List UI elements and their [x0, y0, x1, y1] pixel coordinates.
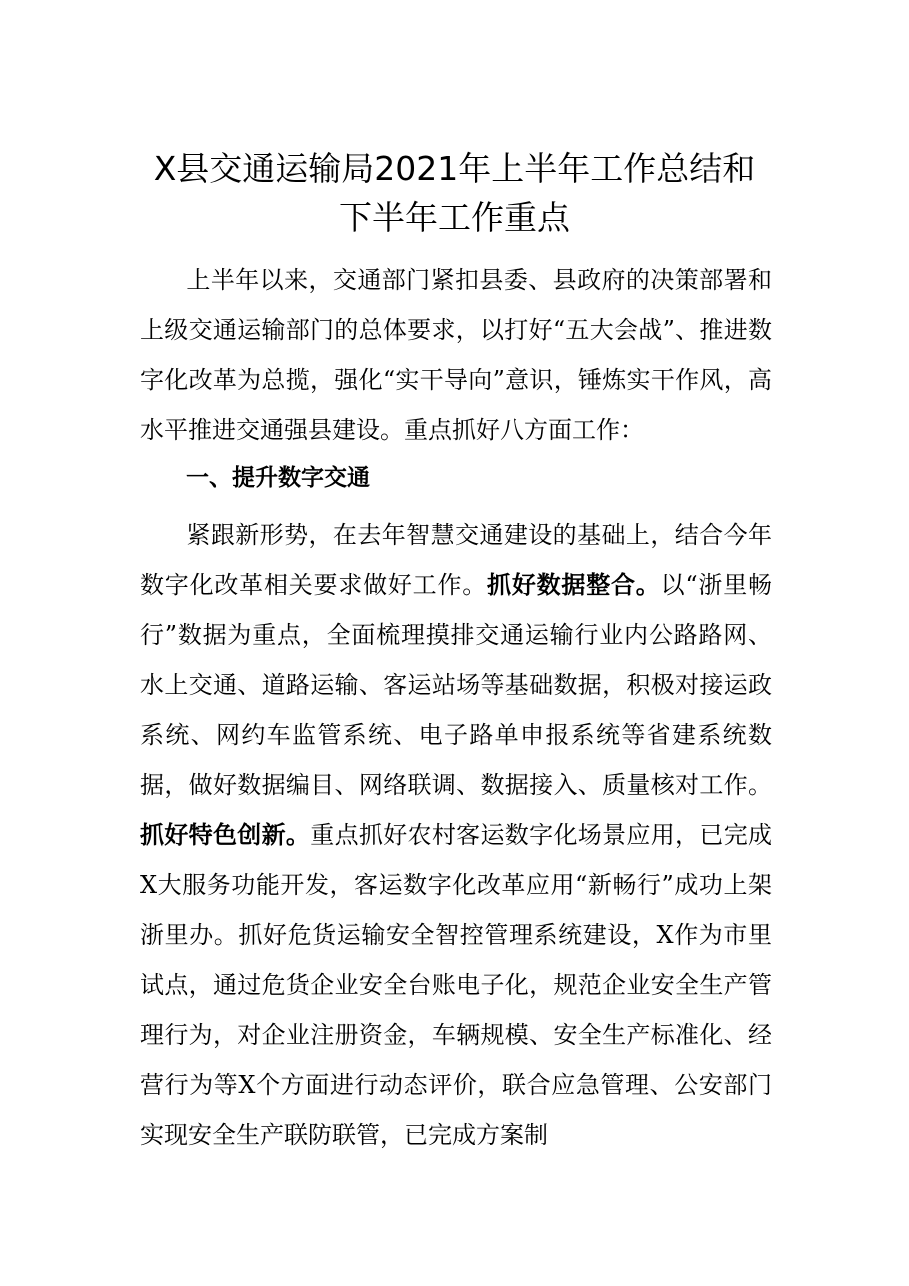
document-title-line-2: 下半年工作重点: [339, 198, 570, 237]
section-1-text-c: 重点抓好农村客运数字化场景应用，已完成X大服务功能开发，客运数字化改革应用“新畅行”成功上架浙里办。抓好危货运输安全智控管理系统建设，X作为市里试点，通过危货企业安全台账电子化，规范企业安全生产管理行为，对企业注册资金，车辆规模、安全生产标准化、经营行为等X个方面进行动态评价，联合应急管理、公安部门实现安全生产联防联管，已完成方案制: [140, 821, 773, 1149]
section-1-text-b: 以“浙里畅行”数据为重点，全面梳理摸排交通运输行业内公路路网、水上交通、道路运输、客运站场等基础数据，积极对接运政系统、网约车监管系统、电子路单申报系统等省建系统数据，做好数据编目、网络联调、数据接入、质量核对工作。: [140, 571, 773, 799]
section-1-bold-a: 抓好数据整合。: [487, 571, 661, 599]
intro-paragraph: [140, 255, 772, 455]
section-1-bold-b: 抓好特色创新。: [140, 821, 311, 849]
section-1-text-a: 紧跟新形势，在去年智慧交通建设的基础上，结合今年数字化改革相关要求做好工作。: [140, 521, 772, 599]
document-title-line-1: X县交通运输局2021年上半年工作总结和: [153, 149, 756, 188]
section-1-heading: 一、提升数字交通: [186, 465, 370, 491]
intro-text: 上半年以来，交通部门紧扣县委、县政府的决策部署和上级交通运输部门的总体要求，以打好“五大会战”、推进数字化改革为总揽，强化“实干导向”意识，锤炼实干作风，高水平推进交通强县建设。重点抓好八方面工作：: [140, 266, 772, 444]
section-1-paragraph: [140, 510, 772, 1160]
